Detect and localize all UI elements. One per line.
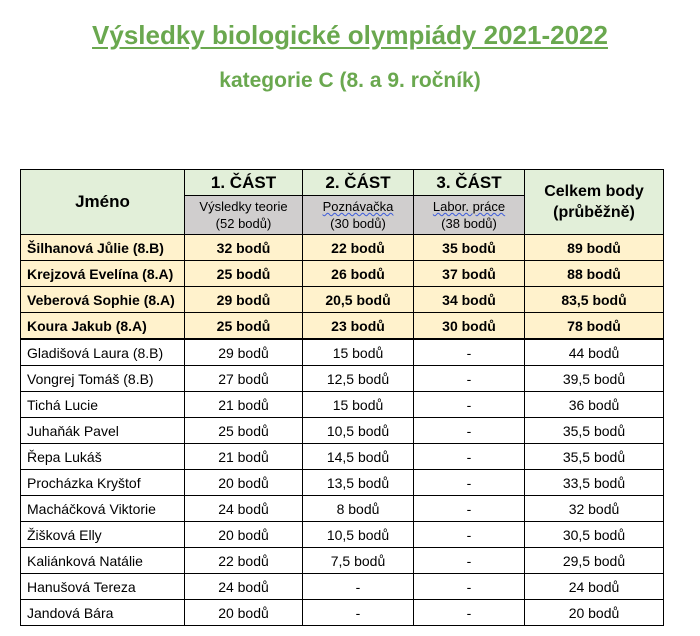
table-row <box>21 548 664 574</box>
part3-score: 30 bodů <box>414 313 525 340</box>
part1-score: 29 bodů <box>185 339 303 366</box>
table-row <box>21 574 664 600</box>
total-score: 44 bodů <box>525 339 664 366</box>
part1-score: 24 bodů <box>185 496 303 522</box>
results-body <box>21 235 664 626</box>
part2-score: 22 bodů <box>303 235 414 261</box>
table-row <box>21 496 664 522</box>
header-part3-sub <box>414 196 525 235</box>
student-name: Koura Jakub (8.A) <box>21 313 185 340</box>
header-part3-label: Labor. práce <box>432 199 506 214</box>
results-table <box>20 169 664 626</box>
total-score: 89 bodů <box>525 235 664 261</box>
document-subtitle: kategorie C (8. a 9. ročník) <box>219 69 481 92</box>
header-name: Jméno <box>21 170 185 235</box>
part3-score: - <box>414 600 525 626</box>
part1-score: 20 bodů <box>185 600 303 626</box>
part2-score: - <box>303 600 414 626</box>
total-score: 29,5 bodů <box>525 548 664 574</box>
table-row <box>21 470 664 496</box>
header-part2: 2. ČÁST <box>303 170 414 196</box>
header-part1-sub <box>185 196 303 235</box>
part2-score: 15 bodů <box>303 339 414 366</box>
part1-score: 21 bodů <box>185 444 303 470</box>
total-score: 83,5 bodů <box>525 287 664 313</box>
part3-score: 35 bodů <box>414 235 525 261</box>
total-score: 39,5 bodů <box>525 366 664 392</box>
part1-score: 29 bodů <box>185 287 303 313</box>
total-score: 30,5 bodů <box>525 522 664 548</box>
part3-score: - <box>414 444 525 470</box>
part3-score: - <box>414 470 525 496</box>
part1-score: 20 bodů <box>185 522 303 548</box>
part1-score: 25 bodů <box>185 418 303 444</box>
part2-score: 14,5 bodů <box>303 444 414 470</box>
total-score: 36 bodů <box>525 392 664 418</box>
student-name: Tichá Lucie <box>21 392 185 418</box>
table-row <box>21 287 664 313</box>
part2-score: 15 bodů <box>303 392 414 418</box>
part1-score: 22 bodů <box>185 548 303 574</box>
header-part3-max: (38 bodů) <box>441 216 497 231</box>
table-row <box>21 392 664 418</box>
total-score: 20 bodů <box>525 600 664 626</box>
total-score: 33,5 bodů <box>525 470 664 496</box>
student-name: Krejzová Evelína (8.A) <box>21 261 185 287</box>
part3-score: - <box>414 522 525 548</box>
part2-score: 7,5 bodů <box>303 548 414 574</box>
part2-score: 10,5 bodů <box>303 522 414 548</box>
table-row <box>21 339 664 366</box>
header-part3: 3. ČÁST <box>414 170 525 196</box>
part1-score: 27 bodů <box>185 366 303 392</box>
header-part2-max: (30 bodů) <box>330 216 386 231</box>
part3-score: - <box>414 548 525 574</box>
part1-score: 25 bodů <box>185 313 303 340</box>
table-row <box>21 600 664 626</box>
total-score: 88 bodů <box>525 261 664 287</box>
part3-score: 34 bodů <box>414 287 525 313</box>
total-score: 35,5 bodů <box>525 418 664 444</box>
part3-score: - <box>414 366 525 392</box>
total-score: 78 bodů <box>525 313 664 340</box>
part1-score: 25 bodů <box>185 261 303 287</box>
table-row <box>21 444 664 470</box>
part2-score: 12,5 bodů <box>303 366 414 392</box>
student-name: Veberová Sophie (8.A) <box>21 287 185 313</box>
part3-score: - <box>414 392 525 418</box>
student-name: Hanušová Tereza <box>21 574 185 600</box>
part2-score: 20,5 bodů <box>303 287 414 313</box>
part3-score: - <box>414 339 525 366</box>
student-name: Juhaňák Pavel <box>21 418 185 444</box>
total-score: 35,5 bodů <box>525 444 664 470</box>
header-total-line1: Celkem body <box>544 183 644 200</box>
header-total-line2: (průběžně) <box>553 204 635 221</box>
part1-score: 21 bodů <box>185 392 303 418</box>
part3-score: - <box>414 418 525 444</box>
table-row <box>21 366 664 392</box>
student-name: Procházka Kryštof <box>21 470 185 496</box>
part2-score: - <box>303 574 414 600</box>
part3-score: - <box>414 574 525 600</box>
part3-score: 37 bodů <box>414 261 525 287</box>
student-name: Vongrej Tomáš (8.B) <box>21 366 185 392</box>
header-part1-max: (52 bodů) <box>215 216 272 231</box>
part1-score: 24 bodů <box>185 574 303 600</box>
student-name: Žišková Elly <box>21 522 185 548</box>
table-row <box>21 261 664 287</box>
header-part1-label: Výsledky teorie <box>199 199 288 214</box>
student-name: Řepa Lukáš <box>21 444 185 470</box>
part2-score: 8 bodů <box>303 496 414 522</box>
part2-score: 26 bodů <box>303 261 414 287</box>
total-score: 32 bodů <box>525 496 664 522</box>
part1-score: 20 bodů <box>185 470 303 496</box>
student-name: Kaliánková Natálie <box>21 548 185 574</box>
student-name: Šilhanová Jůlie (8.B) <box>21 235 185 261</box>
part1-score: 32 bodů <box>185 235 303 261</box>
header-part2-sub <box>303 196 414 235</box>
header-total <box>525 170 664 235</box>
student-name: Jandová Bára <box>21 600 185 626</box>
part2-score: 13,5 bodů <box>303 470 414 496</box>
table-row <box>21 235 664 261</box>
document-title: Výsledky biologické olympiády 2021-2022 <box>92 20 608 50</box>
part3-score: - <box>414 496 525 522</box>
table-row <box>21 313 664 340</box>
part2-score: 10,5 bodů <box>303 418 414 444</box>
table-row <box>21 418 664 444</box>
header-part1: 1. ČÁST <box>185 170 303 196</box>
header-part2-label: Poznávačka <box>322 199 394 214</box>
table-row <box>21 522 664 548</box>
student-name: Macháčková Viktorie <box>21 496 185 522</box>
total-score: 24 bodů <box>525 574 664 600</box>
part2-score: 23 bodů <box>303 313 414 340</box>
student-name: Gladišová Laura (8.B) <box>21 339 185 366</box>
